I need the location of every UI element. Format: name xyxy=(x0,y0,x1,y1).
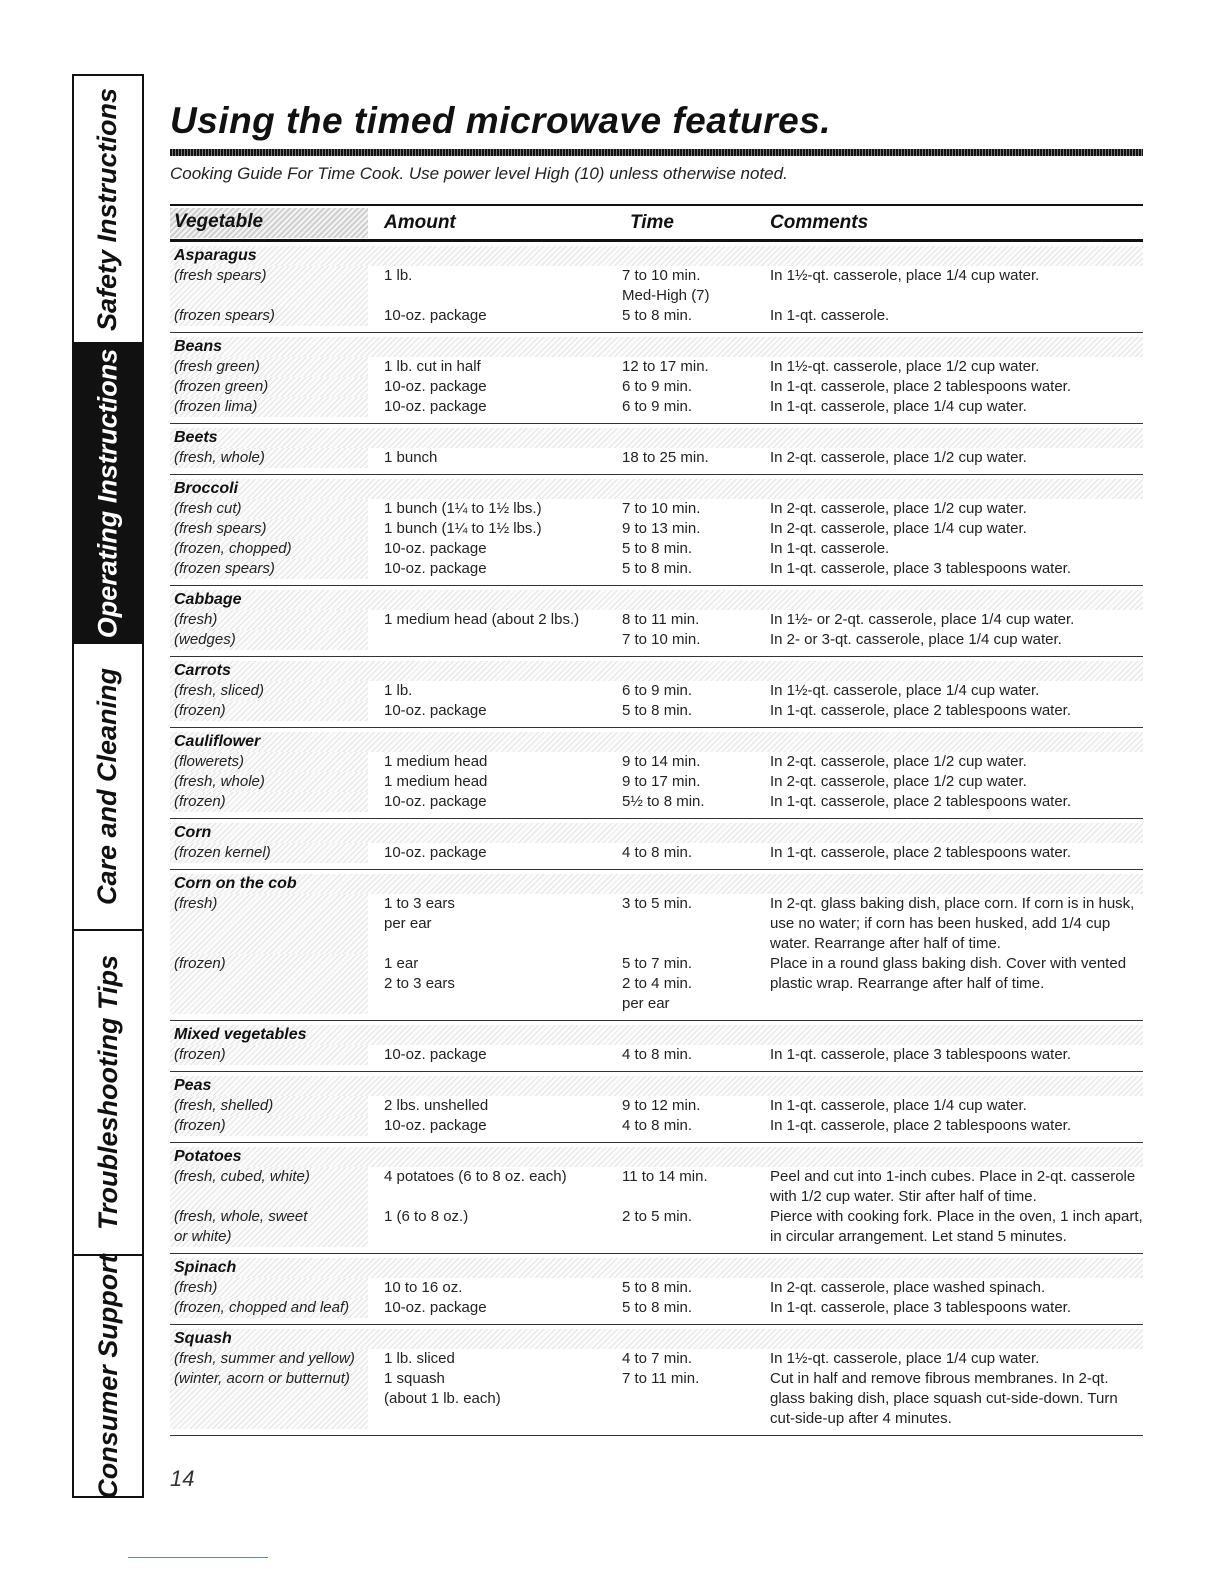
comment-cell: In 1-qt. casserole, place 1/4 cup water. xyxy=(770,398,1027,415)
vegetable-name: Cabbage xyxy=(170,590,1143,610)
time-cell: 5 to 8 min. xyxy=(622,540,693,557)
vegetable-form: (frozen lima) xyxy=(170,397,368,417)
vegetable-name: Beans xyxy=(170,337,1143,357)
vegetable-form: (frozen green) xyxy=(170,377,368,397)
table-row xyxy=(170,792,1143,812)
tab-label: Operating Instructions xyxy=(92,348,123,638)
tab-operating-instructions[interactable] xyxy=(74,344,142,644)
vegetable-group xyxy=(170,728,1143,819)
vegetable-form: (fresh) xyxy=(170,1278,368,1298)
vegetable-form: (wedges) xyxy=(170,630,368,650)
amount-cell: 1 lb. xyxy=(384,682,413,699)
table-body xyxy=(170,242,1143,1436)
table-row xyxy=(170,1096,1143,1116)
vegetable-form: (fresh, whole, sweet or white) xyxy=(170,1207,368,1247)
vegetable-group xyxy=(170,819,1143,870)
amount-cell: 10-oz. package xyxy=(384,398,487,415)
comment-cell: In 2- or 3-qt. casserole, place 1/4 cup water. xyxy=(770,631,1062,648)
comment-cell: In 2-qt. casserole, place 1/2 cup water. xyxy=(770,773,1027,790)
comment-cell: Cut in half and remove fibrous membranes. In 2-qt. glass baking dish, place squash cut-side-down. Turn cut-side-up after 4 minutes. xyxy=(770,1370,1118,1427)
vegetable-form: (fresh spears) xyxy=(170,519,368,539)
comment-cell: In 1-qt. casserole, place 3 tablespoons water. xyxy=(770,560,1072,577)
amount-cell: 10-oz. package xyxy=(384,1046,487,1063)
table-row xyxy=(170,559,1143,579)
table-row xyxy=(170,1116,1143,1136)
comment-cell: In 1-qt. casserole, place 1/4 cup water. xyxy=(770,1097,1027,1114)
vegetable-group xyxy=(170,657,1143,728)
amount-cell: 10-oz. package xyxy=(384,560,487,577)
comment-cell: In 1½- or 2-qt. casserole, place 1/4 cup water. xyxy=(770,611,1075,628)
vegetable-form: (frozen spears) xyxy=(170,559,368,579)
tab-label: Care and Cleaning xyxy=(92,667,123,906)
amount-cell: 1 bunch xyxy=(384,449,438,466)
vegetable-form: (winter, acorn or butternut) xyxy=(170,1369,368,1429)
comment-cell: Peel and cut into 1-inch cubes. Place in 2-qt. casserole with 1/2 cup water. Stir after half of time. xyxy=(770,1168,1136,1205)
vegetable-form: (fresh, whole) xyxy=(170,772,368,792)
vegetable-name: Peas xyxy=(170,1076,1143,1096)
amount-cell: 1 ear 2 to 3 ears xyxy=(384,955,455,992)
vegetable-form: (frozen) xyxy=(170,1116,368,1136)
time-cell: 4 to 7 min. xyxy=(622,1350,693,1367)
page-number: 14 xyxy=(170,1466,195,1491)
time-cell: 9 to 12 min. xyxy=(622,1097,701,1114)
amount-cell: 1 bunch (1¼ to 1½ lbs.) xyxy=(384,500,542,517)
vegetable-form: (fresh cut) xyxy=(170,499,368,519)
vegetable-form: (frozen kernel) xyxy=(170,843,368,863)
amount-cell: 10 to 16 oz. xyxy=(384,1279,463,1296)
time-cell: 7 to 11 min. xyxy=(622,1370,700,1387)
comment-cell: In 1-qt. casserole, place 2 tablespoons water. xyxy=(770,844,1072,861)
amount-cell: 1 squash (about 1 lb. each) xyxy=(384,1370,501,1407)
vegetable-name: Corn xyxy=(170,823,1143,843)
table-row xyxy=(170,377,1143,397)
column-header-time: Time xyxy=(630,212,675,233)
vegetable-form: (fresh, whole) xyxy=(170,448,368,468)
tab-consumer-support[interactable] xyxy=(74,1253,142,1499)
vegetable-form: (frozen) xyxy=(170,701,368,721)
vegetable-form: (frozen, chopped) xyxy=(170,539,368,559)
table-row xyxy=(170,1349,1143,1369)
amount-cell: 10-oz. package xyxy=(384,378,487,395)
table-row xyxy=(170,1045,1143,1065)
amount-cell: 1 bunch (1¼ to 1½ lbs.) xyxy=(384,520,542,537)
amount-cell: 4 potatoes (6 to 8 oz. each) xyxy=(384,1168,567,1185)
tab-safety-instructions[interactable] xyxy=(74,76,142,344)
table-header xyxy=(170,204,1143,242)
amount-cell: 10-oz. package xyxy=(384,844,487,861)
table-row xyxy=(170,610,1143,630)
vegetable-name: Corn on the cob xyxy=(170,874,1143,894)
time-cell: 2 to 5 min. xyxy=(622,1208,693,1225)
vegetable-name: Asparagus xyxy=(170,246,1143,266)
table-row xyxy=(170,448,1143,468)
vegetable-form: (frozen spears) xyxy=(170,306,368,326)
table-row xyxy=(170,894,1143,954)
vegetable-name: Spinach xyxy=(170,1258,1143,1278)
comment-cell: Pierce with cooking fork. Place in the oven, 1 inch apart, in circular arrangement. Let stand 5 minutes. xyxy=(770,1208,1143,1245)
title-rule xyxy=(170,149,1143,156)
comment-cell: In 1-qt. casserole. xyxy=(770,307,890,324)
table-row xyxy=(170,397,1143,417)
vegetable-group xyxy=(170,586,1143,657)
comment-cell: In 2-qt. casserole, place 1/2 cup water. xyxy=(770,449,1027,466)
time-cell: 8 to 11 min. xyxy=(622,611,700,628)
comment-cell: In 1-qt. casserole, place 3 tablespoons water. xyxy=(770,1046,1072,1063)
time-cell: 5 to 8 min. xyxy=(622,307,693,324)
time-cell: 6 to 9 min. xyxy=(622,682,693,699)
table-row xyxy=(170,1207,1143,1247)
vegetable-name: Carrots xyxy=(170,661,1143,681)
vegetable-form: (frozen) xyxy=(170,954,368,1014)
amount-cell: 10-oz. package xyxy=(384,540,487,557)
page-title: Using the timed microwave features. xyxy=(170,100,832,141)
comment-cell: Place in a round glass baking dish. Cover with vented plastic wrap. Rearrange after half of time. xyxy=(770,955,1127,992)
column-header-comments: Comments xyxy=(770,212,869,233)
comment-cell: In 1½-qt. casserole, place 1/2 cup water. xyxy=(770,358,1040,375)
amount-cell: 10-oz. package xyxy=(384,702,487,719)
vegetable-form: (frozen) xyxy=(170,1045,368,1065)
amount-cell: 10-oz. package xyxy=(384,1117,487,1134)
tab-label: Safety Instructions xyxy=(92,87,123,331)
comment-cell: In 1-qt. casserole, place 2 tablespoons water. xyxy=(770,378,1072,395)
time-cell: 4 to 8 min. xyxy=(622,1117,693,1134)
time-cell: 3 to 5 min. xyxy=(622,895,693,912)
vegetable-name: Beets xyxy=(170,428,1143,448)
vegetable-group xyxy=(170,424,1143,475)
vegetable-group xyxy=(170,1143,1143,1254)
tab-troubleshooting-tips[interactable] xyxy=(74,931,142,1256)
column-header-amount: Amount xyxy=(384,212,456,233)
amount-cell: 1 to 3 ears per ear xyxy=(384,895,455,932)
amount-cell: 1 lb. cut in half xyxy=(384,358,481,375)
table-row xyxy=(170,772,1143,792)
comment-cell: In 1-qt. casserole, place 2 tablespoons water. xyxy=(770,702,1072,719)
table-row xyxy=(170,701,1143,721)
vegetable-form: (fresh green) xyxy=(170,357,368,377)
time-cell: 6 to 9 min. xyxy=(622,378,693,395)
time-cell: 9 to 14 min. xyxy=(622,753,701,770)
comment-cell: In 2-qt. casserole, place 1/2 cup water. xyxy=(770,500,1027,517)
vegetable-form: (frozen, chopped and leaf) xyxy=(170,1298,368,1318)
vegetable-name: Mixed vegetables xyxy=(170,1025,1143,1045)
vegetable-group xyxy=(170,1021,1143,1072)
time-cell: 5 to 8 min. xyxy=(622,1299,693,1316)
comment-cell: In 1-qt. casserole. xyxy=(770,540,890,557)
vegetable-name: Squash xyxy=(170,1329,1143,1349)
table-row xyxy=(170,306,1143,326)
amount-cell: 10-oz. package xyxy=(384,1299,487,1316)
vegetable-name: Cauliflower xyxy=(170,732,1143,752)
vegetable-group xyxy=(170,1254,1143,1325)
table-row xyxy=(170,519,1143,539)
time-cell: 7 to 10 min. xyxy=(622,500,701,517)
time-cell: 4 to 8 min. xyxy=(622,844,693,861)
amount-cell: 1 lb. sliced xyxy=(384,1350,455,1367)
table-row xyxy=(170,1278,1143,1298)
amount-cell: 1 lb. xyxy=(384,267,413,284)
amount-cell: 10-oz. package xyxy=(384,307,487,324)
amount-cell: 2 lbs. unshelled xyxy=(384,1097,489,1114)
table-row xyxy=(170,1167,1143,1207)
comment-cell: In 1½-qt. casserole, place 1/4 cup water. xyxy=(770,1350,1040,1367)
cooking-guide-table xyxy=(170,204,1143,1436)
time-cell: 5½ to 8 min. xyxy=(622,793,705,810)
vegetable-form: (fresh, cubed, white) xyxy=(170,1167,368,1207)
time-cell: 7 to 10 min. xyxy=(622,631,701,648)
vegetable-group xyxy=(170,242,1143,333)
vegetable-group xyxy=(170,333,1143,424)
table-row xyxy=(170,357,1143,377)
comment-cell: In 1-qt. casserole, place 2 tablespoons water. xyxy=(770,1117,1072,1134)
time-cell: 5 to 8 min. xyxy=(622,1279,693,1296)
page-subtitle: Cooking Guide For Time Cook. Use power level High (10) unless otherwise noted. xyxy=(170,164,788,183)
vegetable-form: (fresh) xyxy=(170,894,368,954)
comment-cell: In 2-qt. casserole, place 1/2 cup water. xyxy=(770,753,1027,770)
table-row xyxy=(170,630,1143,650)
time-cell: 12 to 17 min. xyxy=(622,358,709,375)
amount-cell: 1 medium head xyxy=(384,753,488,770)
table-row xyxy=(170,752,1143,772)
tab-label: Consumer Support xyxy=(92,1253,123,1499)
table-row xyxy=(170,1298,1143,1318)
vegetable-group xyxy=(170,1325,1143,1436)
comment-cell: In 2-qt. glass baking dish, place corn. If corn is in husk, use no water; if corn has been husked, add 1/4 cup water. Rearrange after half of time. xyxy=(770,895,1135,952)
vegetable-group xyxy=(170,870,1143,1021)
tab-label: Troubleshooting Tips xyxy=(92,955,123,1230)
vegetable-form: (fresh, summer and yellow) xyxy=(170,1349,368,1369)
comment-cell: In 1-qt. casserole, place 2 tablespoons water. xyxy=(770,793,1072,810)
time-cell: 5 to 8 min. xyxy=(622,560,693,577)
comment-cell: In 2-qt. casserole, place 1/4 cup water. xyxy=(770,520,1027,537)
comment-cell: In 1½-qt. casserole, place 1/4 cup water. xyxy=(770,682,1040,699)
tab-care-and-cleaning[interactable] xyxy=(74,644,142,931)
vegetable-name: Broccoli xyxy=(170,479,1143,499)
vegetable-name: Potatoes xyxy=(170,1147,1143,1167)
comment-cell: In 1-qt. casserole, place 3 tablespoons water. xyxy=(770,1299,1072,1316)
amount-cell: 1 (6 to 8 oz.) xyxy=(384,1208,469,1225)
time-cell: 11 to 14 min. xyxy=(622,1168,708,1185)
table-row xyxy=(170,954,1143,1014)
comment-cell: In 1½-qt. casserole, place 1/4 cup water. xyxy=(770,267,1040,284)
vegetable-form: (flowerets) xyxy=(170,752,368,772)
table-row xyxy=(170,1369,1143,1429)
time-cell: 9 to 13 min. xyxy=(622,520,701,537)
vegetable-group xyxy=(170,1072,1143,1143)
time-cell: 5 to 8 min. xyxy=(622,702,693,719)
amount-cell: 10-oz. package xyxy=(384,793,487,810)
table-row xyxy=(170,266,1143,306)
amount-cell: 1 medium head xyxy=(384,773,488,790)
vegetable-form: (fresh spears) xyxy=(170,266,368,306)
table-row xyxy=(170,843,1143,863)
time-cell: 9 to 17 min. xyxy=(622,773,701,790)
time-cell: 18 to 25 min. xyxy=(622,449,709,466)
table-row xyxy=(170,499,1143,519)
time-cell: 6 to 9 min. xyxy=(622,398,693,415)
vegetable-group xyxy=(170,475,1143,586)
time-cell: 4 to 8 min. xyxy=(622,1046,693,1063)
column-header-vegetable: Vegetable xyxy=(170,208,368,238)
time-cell: 5 to 7 min. 2 to 4 min. per ear xyxy=(622,955,693,1012)
comment-cell: In 2-qt. casserole, place washed spinach. xyxy=(770,1279,1046,1296)
footer-rule xyxy=(128,1557,268,1558)
table-row xyxy=(170,539,1143,559)
vegetable-form: (fresh, sliced) xyxy=(170,681,368,701)
side-tabs xyxy=(72,74,144,1498)
table-row xyxy=(170,681,1143,701)
vegetable-form: (fresh) xyxy=(170,610,368,630)
vegetable-form: (fresh, shelled) xyxy=(170,1096,368,1116)
vegetable-form: (frozen) xyxy=(170,792,368,812)
amount-cell: 1 medium head (about 2 lbs.) xyxy=(384,611,580,628)
time-cell: 7 to 10 min. Med-High (7) xyxy=(622,267,710,304)
